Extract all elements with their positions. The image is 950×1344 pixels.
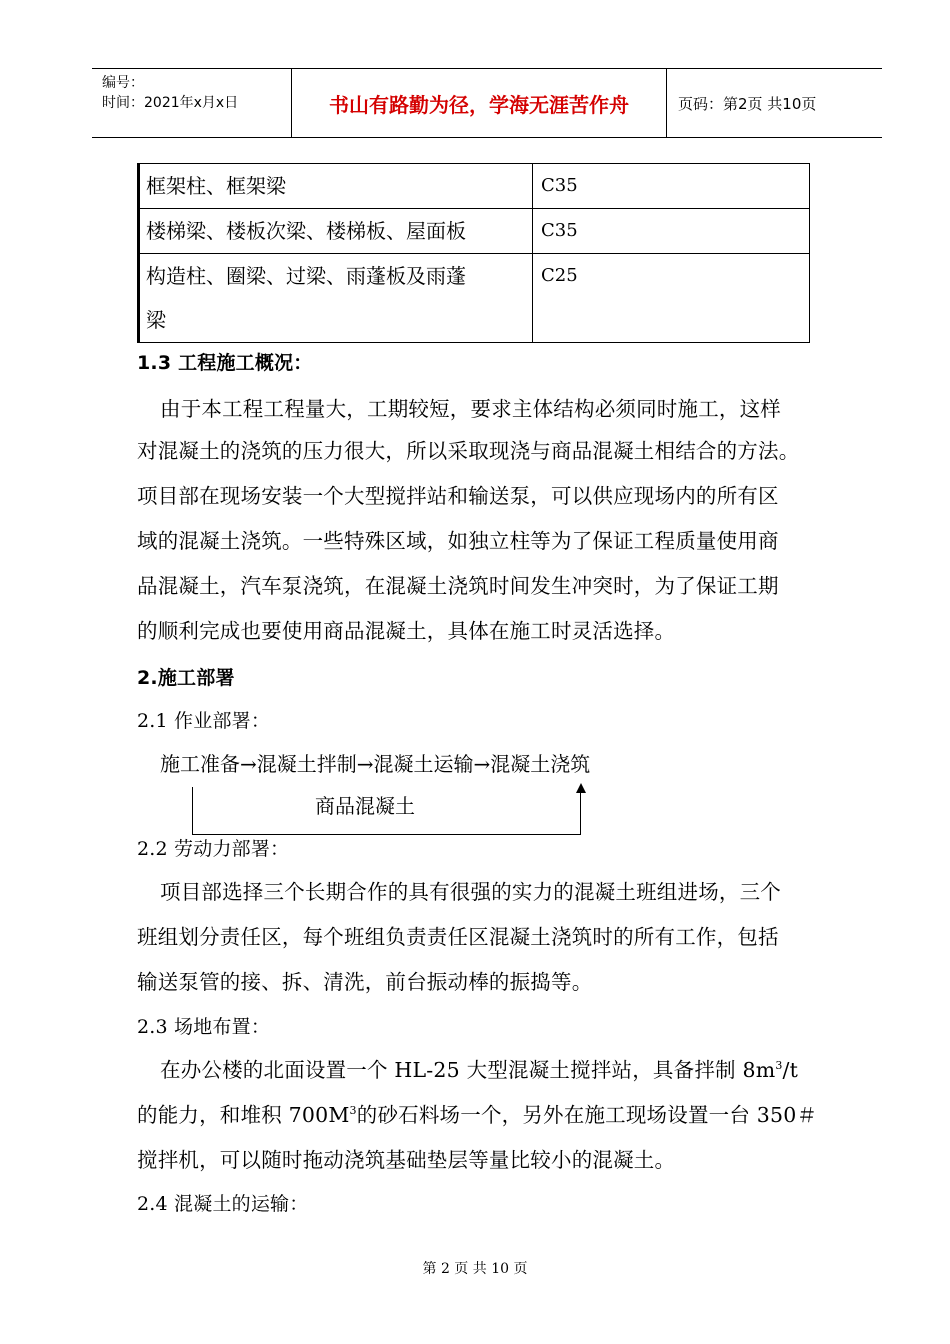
section-heading-1-3: 1.3 工程施工概况： (137, 352, 313, 374)
table-cell-part-line2: 梁 (146, 308, 166, 332)
header-page-info: 页码：第2页 共10页 (678, 94, 817, 113)
header-meta (92, 69, 292, 137)
text-segment: /t (782, 1058, 799, 1082)
paragraph-line: 的顺利完成也要使用商品混凝土，具体在施工时灵活选择。 (137, 619, 676, 643)
paragraph-line: 对混凝土的浇筑的压力很大，所以采取现浇与商品混凝土相结合的方法。 (137, 439, 800, 463)
table-row (138, 254, 810, 343)
arrow-up-icon (576, 783, 586, 793)
table-cell-grade: C35 (533, 209, 810, 254)
document-number-label: 编号： (102, 75, 144, 91)
table-cell-part (138, 254, 533, 343)
process-flow-alternative: 商品混凝土 (315, 794, 415, 818)
table-cell-part: 框架柱、框架梁 (138, 164, 533, 209)
section-heading-2: 2.施工部署 (137, 667, 235, 689)
table-row (138, 164, 810, 209)
concrete-grade-table (137, 163, 810, 343)
text-segment: 的能力，和堆积 700M (137, 1103, 350, 1127)
section-heading-2-4: 2.4 混凝土的运输： (137, 1193, 309, 1215)
table-cell-part: 楼梯梁、楼板次梁、楼梯板、屋面板 (138, 209, 533, 254)
table-cell-part-line1: 构造柱、圈梁、过梁、雨蓬板及雨蓬 (146, 264, 466, 288)
paragraph-line: 项目部在现场安装一个大型搅拌站和输送泵，可以供应现场内的所有区 (137, 484, 779, 508)
paragraph-line (160, 1053, 798, 1083)
text-segment: 在办公楼的北面设置一个 HL-25 大型混凝土搅拌站，具备拌制 8m (160, 1058, 776, 1082)
paragraph-line: 由于本工程工程量大，工期较短，要求主体结构必须同时施工，这样 (160, 397, 781, 421)
page-header (92, 68, 882, 138)
process-flow: 施工准备→混凝土拌制→混凝土运输→混凝土浇筑 (160, 752, 591, 776)
paragraph-line: 品混凝土，汽车泵浇筑，在混凝土浇筑时间发生冲突时，为了保证工期 (137, 574, 779, 598)
paragraph-line: 项目部选择三个长期合作的具有很强的实力的混凝土班组进场，三个 (160, 880, 781, 904)
superscript: 3 (349, 1104, 357, 1118)
header-motto: 书山有路勤为径，学海无涯苦作舟 (292, 69, 667, 137)
table-left-border (137, 163, 140, 343)
text-segment: 的砂石料场一个，另外在施工现场设置一台 350＃ (356, 1103, 818, 1127)
paragraph-line: 班组划分责任区，每个班组负责责任区混凝土浇筑时的所有工作，包括 (137, 925, 779, 949)
paragraph-line (137, 1098, 817, 1128)
table-cell-grade: C25 (533, 254, 810, 343)
section-heading-2-1: 2.1 作业部署： (137, 710, 271, 732)
paragraph-line: 搅拌机，可以随时拖动浇筑基础垫层等量比较小的混凝土。 (137, 1148, 676, 1172)
section-heading-2-3: 2.3 场地布置： (137, 1016, 271, 1038)
section-heading-2-2: 2.2 劳动力部署： (137, 838, 290, 860)
table-row (138, 209, 810, 254)
paragraph-line: 域的混凝土浇筑。一些特殊区域，如独立柱等为了保证工程质量使用商 (137, 529, 779, 553)
paragraph-line: 输送泵管的接、拆、清洗，前台振动棒的振捣等。 (137, 970, 593, 994)
superscript: 3 (775, 1059, 783, 1073)
table-cell-grade: C35 (533, 164, 810, 209)
document-time-label: 时间：2021年x月x日 (102, 95, 239, 111)
page-footer: 第 2 页 共 10 页 (422, 1261, 528, 1277)
